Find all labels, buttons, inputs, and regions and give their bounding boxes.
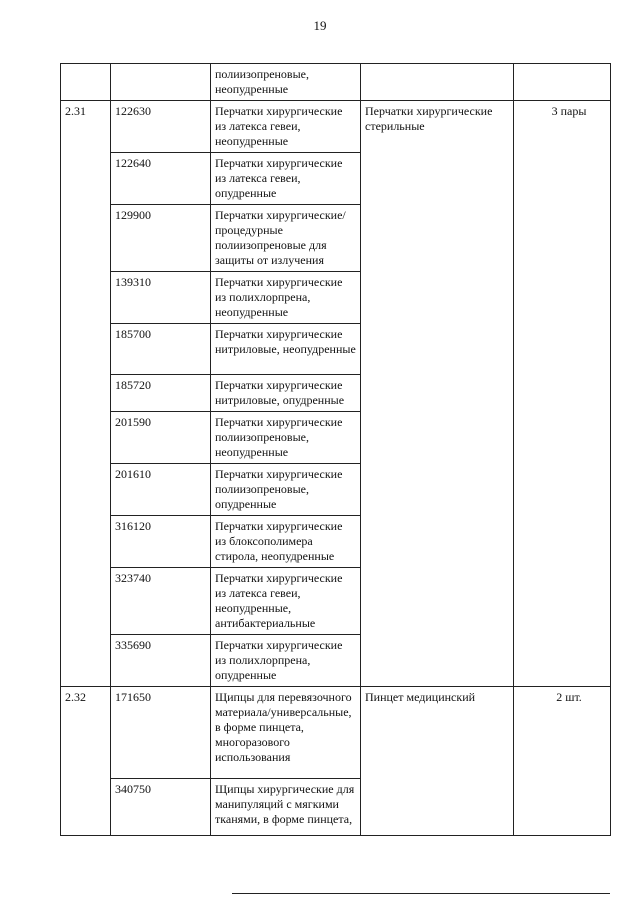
table-row bbox=[61, 64, 611, 101]
code-cell: 340750 bbox=[111, 779, 211, 836]
description-cell: полиизопреновые, неопудренные bbox=[211, 64, 361, 101]
quantity-value: 3 пары bbox=[551, 104, 587, 118]
code-cell: 201590 bbox=[111, 412, 211, 464]
table-row bbox=[61, 101, 611, 153]
code-cell: 185720 bbox=[111, 375, 211, 412]
description-cell: Щипцы хирургические для манипуляций с мягкими тканями, в форме пинцета, bbox=[211, 779, 361, 836]
code-cell: 122640 bbox=[111, 153, 211, 205]
description-cell: Перчатки хирургические из латекса гевеи, неопудренные bbox=[211, 101, 361, 153]
quantity-cell bbox=[514, 101, 611, 687]
quantity-cell bbox=[514, 64, 611, 101]
bottom-rule bbox=[232, 893, 610, 894]
table-row bbox=[61, 687, 611, 779]
description-cell: Перчатки хирургические из полихлорпрена, неопудренные bbox=[211, 272, 361, 324]
code-cell bbox=[111, 64, 211, 101]
quantity-cell bbox=[514, 687, 611, 836]
code-cell: 316120 bbox=[111, 516, 211, 568]
row-number-cell: 2.31 bbox=[61, 101, 111, 687]
code-cell: 185700 bbox=[111, 324, 211, 375]
code-cell: 323740 bbox=[111, 568, 211, 635]
type-cell bbox=[361, 64, 514, 101]
code-cell: 335690 bbox=[111, 635, 211, 687]
code-cell: 201610 bbox=[111, 464, 211, 516]
description-cell: Перчатки хирургические полиизопреновые, опудренные bbox=[211, 464, 361, 516]
type-cell: Пинцет медицинский bbox=[361, 687, 514, 836]
row-number-cell bbox=[61, 64, 111, 101]
code-cell: 171650 bbox=[111, 687, 211, 779]
quantity-value: 2 шт. bbox=[556, 690, 582, 704]
type-cell: Перчатки хирургические стерильные bbox=[361, 101, 514, 687]
description-cell: Перчатки хирургические из полихлорпрена, опудренные bbox=[211, 635, 361, 687]
description-cell: Перчатки хирургические нитриловые, опудренные bbox=[211, 375, 361, 412]
description-cell: Щипцы для перевязочного материала/универсальные, в форме пинцета, многоразового использования bbox=[211, 687, 361, 779]
code-cell: 129900 bbox=[111, 205, 211, 272]
row-number-cell: 2.32 bbox=[61, 687, 111, 836]
description-cell: Перчатки хирургические/процедурные полиизопреновые для защиты от излучения bbox=[211, 205, 361, 272]
equipment-table bbox=[60, 63, 611, 836]
description-cell: Перчатки хирургические из латекса гевеи, неопудренные, антибактериальные bbox=[211, 568, 361, 635]
description-cell: Перчатки хирургические нитриловые, неопудренные bbox=[211, 324, 361, 375]
code-cell: 139310 bbox=[111, 272, 211, 324]
page-number: 19 bbox=[313, 18, 327, 33]
code-cell: 122630 bbox=[111, 101, 211, 153]
description-cell: Перчатки хирургические полиизопреновые, неопудренные bbox=[211, 412, 361, 464]
description-cell: Перчатки хирургические из латекса гевеи, опудренные bbox=[211, 153, 361, 205]
description-cell: Перчатки хирургические из блоксополимера стирола, неопудренные bbox=[211, 516, 361, 568]
